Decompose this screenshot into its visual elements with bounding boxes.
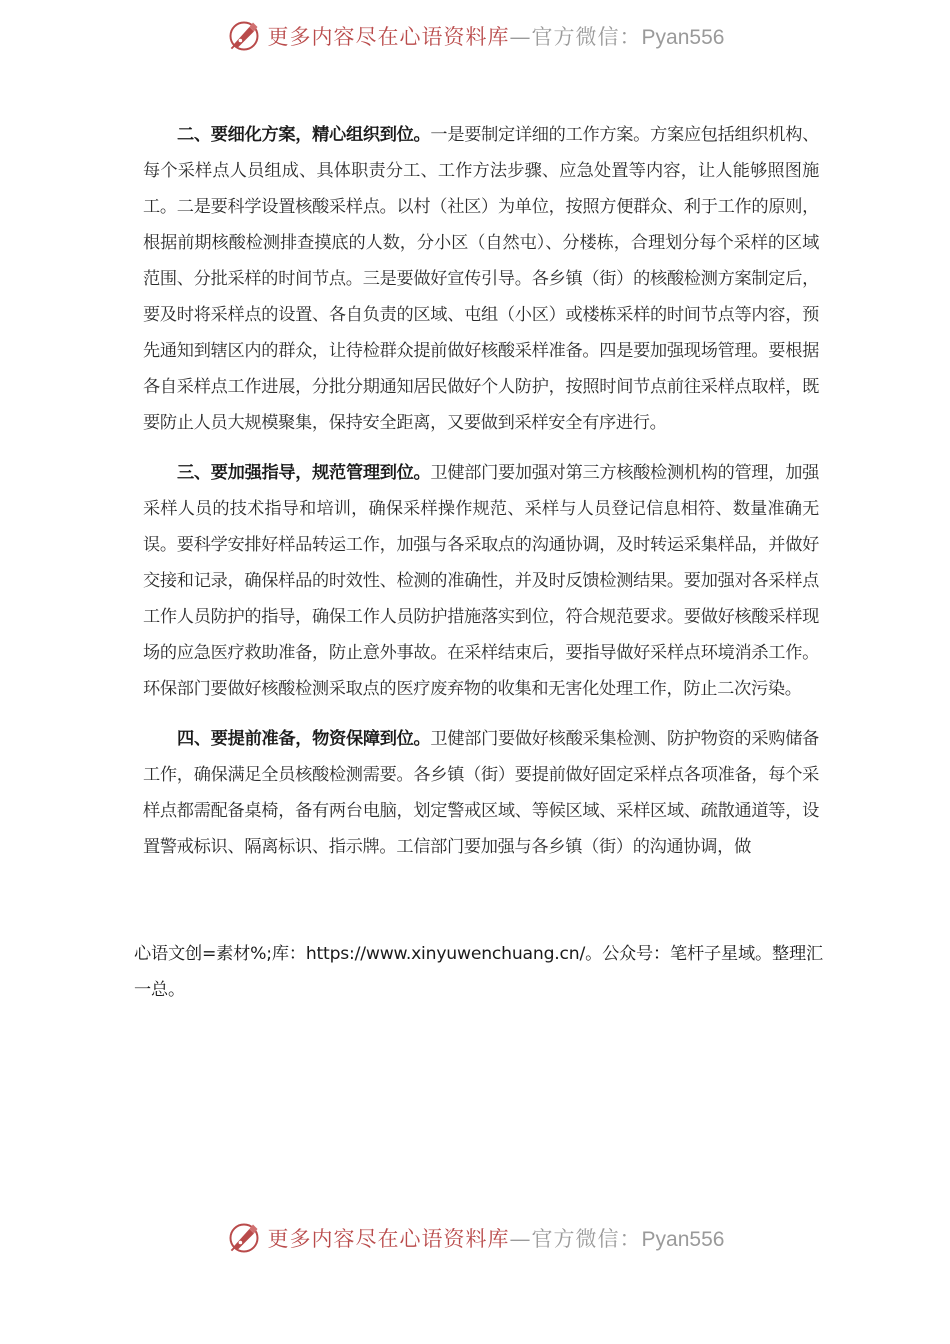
- paragraph-heading: 四、要提前准备，物资保障到位。: [177, 729, 431, 749]
- paragraph-heading: 三、要加强指导，规范管理到位。: [177, 463, 431, 483]
- paragraph-heading: 二、要细化方案，精心组织到位。: [177, 125, 431, 145]
- source-note: 心语文创=素材%;库：https://www.xinyuwenchuang.cn/。公众号：笔杆子星域。整理汇一总。: [134, 944, 823, 1000]
- pen-nib-logo-icon: [226, 18, 262, 54]
- paragraph-text: 一是要制定详细的工作方案。方案应包括组织机构、每个采样点人员组成、具体职责分工、工作方法步骤、应急处置等内容，让人能够照图施工。二是要科学设置核酸采样点。以村（社区）为单位，按照方便群众、利于工作的原则，根据前期核酸检测排查摸底的人数，分小区（自然屯）、分楼栋，合理划分每个采样的区域范围、分批采样的时间节点。三是要做好宣传引导。各乡镇（街）的核酸检测方案制定后，要及时将采样点的设置、各自负责的区域、屯组（小区）或楼栋采样的时间节点等内容，预先通知到辖区内的群众，让待检群众提前做好核酸采样准备。四是要加强现场管理。要根据各自采样点工作进展，分批分期通知居民做好个人防护，按照时间节点前往采样点取样，既要防止人员大规模聚集，保持安全距离，又要做到采样安全有序进行。: [143, 125, 819, 433]
- paragraph-text: 卫健部门要加强对第三方核酸检测机构的管理，加强采样人员的技术指导和培训，确保采样操作规范、采样与人员登记信息相符、数量准确无误。要科学安排好样品转运工作，加强与各采取点的沟通协调，及时转运采集样品，并做好交接和记录，确保样品的时效性、检测的准确性，并及时反馈检测结果。要加强对各采样点工作人员防护的指导，确保工作人员防护措施落实到位，符合规范要求。要做好核酸采样现场的应急医疗救助准备，防止意外事故。在采样结束后，要指导做好采样点环境消杀工作。环保部门要做好核酸检测采取点的医疗废弃物的收集和无害化处理工作，防止二次污染。: [143, 463, 819, 699]
- paragraph-text: 卫健部门要做好核酸采集检测、防护物资的采购储备工作，确保满足全员核酸检测需要。各乡镇（街）要提前做好固定采样点各项准备，每个采样点都需配备桌椅，备有两台电脑，划定警戒区域、等候区域、采样区域、疏散通道等，设置警戒标识、隔离标识、指示牌。工信部门要加强与各乡镇（街）的沟通协调，做: [143, 729, 819, 857]
- paragraph-2: [143, 117, 819, 441]
- footer-banner: [0, 1216, 950, 1260]
- header-banner: [0, 14, 950, 58]
- paragraph-4: [143, 721, 819, 865]
- paragraph-3: [143, 455, 819, 707]
- footer-banner-text: 更多内容尽在心语资料库—官方微信：Pyan556: [267, 1227, 725, 1251]
- document-body: [143, 117, 819, 879]
- header-banner-text: 更多内容尽在心语资料库—官方微信：Pyan556: [267, 25, 725, 49]
- pen-nib-logo-icon: [226, 1220, 262, 1256]
